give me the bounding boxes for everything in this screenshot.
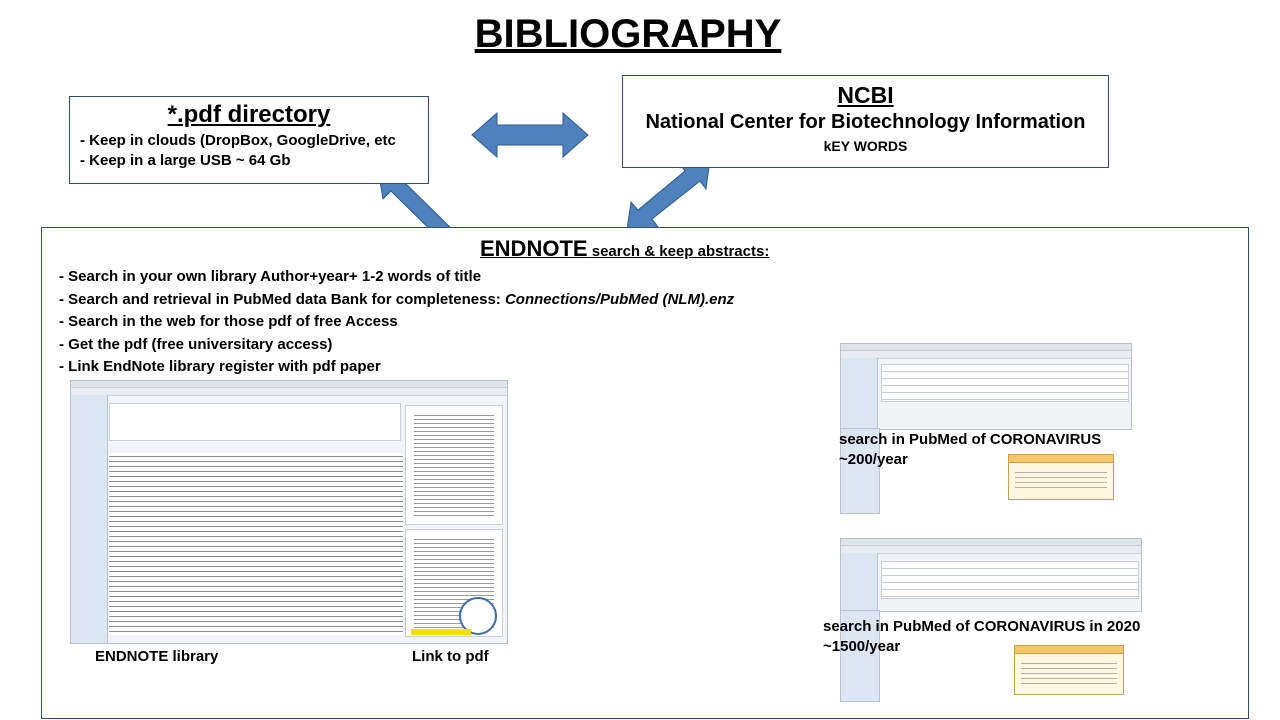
- ncbi-keywords: kEY WORDS: [823, 138, 908, 154]
- screenshot-2-search-fields: [881, 561, 1139, 599]
- ncbi-box: [622, 75, 1109, 168]
- endnote-library-screenshot: [70, 380, 508, 644]
- page-title: BIBLIOGRAPHY: [474, 12, 782, 56]
- caption-endnote-library: ENDNOTE library: [95, 648, 219, 665]
- screenshot-sidebar: [71, 395, 108, 643]
- screenshot-1-sidebar: [841, 358, 878, 429]
- endnote-title-main: ENDNOTE: [480, 236, 588, 261]
- step-web-search: - Search in the web for those pdf of free Access: [59, 313, 398, 330]
- double-arrow-ncbi-endnote: [627, 159, 710, 230]
- endnote-title-rest: search & keep abstracts:: [587, 243, 770, 260]
- pdf-directory-box: [69, 96, 429, 184]
- screenshot-search-panel: [109, 403, 401, 441]
- ncbi-subtitle: National Center for Biotechnology Information: [645, 111, 1086, 133]
- ncbi-heading: NCBI: [837, 82, 894, 108]
- caption-link-pdf: Link to pdf: [412, 648, 489, 665]
- endnote-steps: [59, 266, 734, 379]
- step-pubmed: [59, 289, 734, 312]
- double-arrow-horizontal: [472, 113, 588, 157]
- step-link-pdf: - Link EndNote library register with pdf paper: [59, 358, 381, 375]
- screenshot-1-search-fields: [881, 364, 1129, 402]
- pdf-line-usb: - Keep in a large USB ~ 64 Gb: [80, 152, 291, 169]
- step-get-pdf: - Get the pdf (free universitary access): [59, 335, 333, 353]
- pubmed-search-screenshot-1: [840, 343, 1132, 430]
- confirm-search-dialog-2: [1014, 645, 1124, 695]
- caption-search-coronavirus-2020: search in PubMed of CORONAVIRUS in 2020 ~1500/year: [823, 618, 1141, 655]
- step-pubmed-text: - Search and retrieval in PubMed data Bank for completeness:: [59, 290, 505, 308]
- confirm-search-dialog-1: [1008, 454, 1114, 500]
- screenshot-reference-list: [109, 453, 403, 635]
- pdf-line-clouds: - Keep in clouds (DropBox, GoogleDrive, etc: [80, 132, 396, 149]
- screenshot-pdf-page-1: [405, 405, 503, 525]
- step-own-library: - Search in your own library Author+year+ 1-2 words of title: [59, 268, 482, 285]
- highlight-mark: [411, 629, 471, 635]
- step-pubmed-connection: Connections/PubMed (NLM).enz: [504, 290, 735, 308]
- pdf-directory-heading: *.pdf directory: [167, 101, 331, 128]
- caption-search-coronavirus: search in PubMed of CORONAVIRUS ~200/year: [839, 431, 1102, 468]
- endnote-title: [480, 236, 769, 262]
- pubmed-search-screenshot-2: [840, 538, 1142, 612]
- screenshot-2-sidebar: [841, 553, 878, 611]
